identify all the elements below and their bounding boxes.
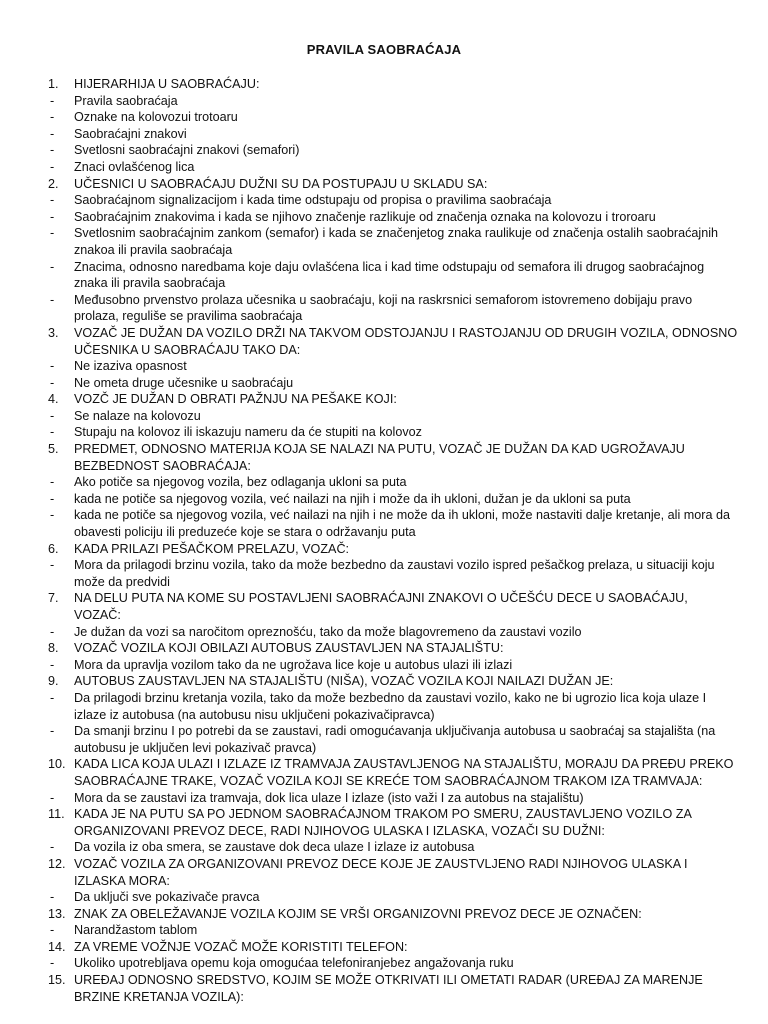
- bullet-dash: -: [50, 491, 55, 506]
- list-item: [48, 292, 738, 325]
- section-number: 12.: [48, 856, 66, 871]
- section-heading-text: HIJERARHIJA U SAOBRAĆAJU:: [74, 77, 260, 91]
- section-heading-text: UČESNICI U SAOBRAĆAJU DUŽNI SU DA POSTUPAJU U SKLADU SA:: [74, 176, 488, 191]
- section-heading: [48, 76, 738, 93]
- section-heading: [48, 391, 738, 408]
- bullet-dash: -: [50, 724, 55, 739]
- bullet-dash: -: [50, 209, 55, 224]
- section-number: 5.: [48, 442, 59, 457]
- section-number: 6.: [48, 541, 59, 556]
- section-number: 7.: [48, 591, 59, 606]
- list-item: [48, 192, 738, 209]
- bullet-dash: -: [50, 956, 55, 971]
- list-item-text: Ukoliko upotrebljava opemu koja omogućaa telefoniranjebez angažovanja ruku: [74, 956, 514, 971]
- section-heading: [48, 541, 738, 558]
- list-item-text: Da prilagodi brzinu kretanja vozila, tako da može bezbedno da zaustavi vozilo, kako ne bi ugrozio lica koja ulaze I izlaze iz autobusa (na autobusu nisu uključeni pokazivačipravca): [74, 690, 707, 722]
- list-item-text: Znaci ovlašćenog lica: [74, 159, 195, 174]
- list-item-text: kada ne potiče sa njegovog vozila, već nailazi na njih i ne može da ih ukloni, može nastaviti dalje kretanje, ali mora da obavesti policiju ili preduzeće koje se stara o održavanju puta: [74, 508, 730, 540]
- list-item: [48, 109, 738, 126]
- bullet-dash: -: [50, 657, 55, 672]
- list-item-text: Mora da prilagodi brzinu vozila, tako da može bezbedno da zaustavi vozilo ispred pešačkog prelaza, u situaciji koju može da predvidi: [74, 558, 715, 589]
- list-item-text: Saobraćajni znakovi: [74, 126, 187, 141]
- section-heading-text: NA DELU PUTA NA KOME SU POSTAVLJENI SAOBRAĆAJNI ZNAKOVI O UČEŠĆU DECE U SAOBAĆAJU, VOZAČ:: [74, 591, 688, 622]
- section-heading: [48, 640, 738, 657]
- section-number: 9.: [48, 674, 59, 689]
- list-item: [48, 955, 738, 972]
- list-item: [48, 474, 738, 491]
- list-item: [48, 375, 738, 392]
- list-item: [48, 209, 738, 226]
- list-item: [48, 723, 738, 756]
- list-item: [48, 790, 738, 807]
- list-item-text: Mora da upravlja vozilom tako da ne ugrožava lice koje u autobus ulazi ili izlazi: [74, 657, 513, 672]
- rules-list: [48, 76, 738, 1005]
- section-heading-text: PREDMET, ODNOSNO MATERIJA KOJA SE NALAZI NA PUTU, VOZAČ JE DUŽAN DA KAD UGROŽAVAJU BEZBEDNOST SAOBRAĆAJA:: [74, 442, 685, 473]
- section-number: 3.: [48, 325, 59, 340]
- list-item: [48, 159, 738, 176]
- section-heading: [48, 673, 738, 690]
- section-heading-text: VOZAČ VOZILA KOJI OBILAZI AUTOBUS ZAUSTAVLJEN NA STAJALIŠTU:: [74, 641, 504, 656]
- section-heading-text: ZA VREME VOŽNJE VOZAČ MOŽE KORISTITI TELEFON:: [74, 939, 408, 954]
- section-heading: [48, 806, 738, 839]
- section-heading-text: KADA LICA KOJA ULAZI I IZLAZE IZ TRAMVAJA ZAUSTAVLJENOG NA STAJALIŠTU, MORAJU DA PREĐU PREKO SAOBRAĆAJNE TRAKE, VOZAČ VOZILA KOJI SE KREĆE TOM SAOBRAĆAJNOM TRAKOM IZA TRAMVAJA:: [74, 757, 734, 788]
- list-item-text: Svetlosnim saobraćajnim zankom (semafor) i kada se značenjetog znaka raulikuje od značenja ostalih saobraćajnih znakoa ili pravila saobraćaja: [74, 226, 719, 257]
- bullet-dash: -: [50, 110, 55, 125]
- section-number: 14.: [48, 939, 66, 954]
- bullet-dash: -: [50, 93, 55, 108]
- list-item-text: Znacima, odnosno naredbama koje daju ovlašćena lica i kad time odstupaju od semafora ili drugog saobraćajnog znaka ili pravila saobraćaja: [74, 259, 705, 291]
- list-item-text: Ne izaziva opasnost: [74, 359, 187, 374]
- list-item: [48, 142, 738, 159]
- section-number: 15.: [48, 973, 66, 988]
- section-heading: [48, 441, 738, 474]
- bullet-dash: -: [50, 159, 55, 174]
- list-item-text: Svetlosni saobraćajni znakovi (semafori): [74, 143, 300, 158]
- bullet-dash: -: [50, 292, 55, 307]
- section-heading: [48, 590, 738, 623]
- list-item: [48, 93, 738, 110]
- section-number: 11.: [48, 807, 65, 822]
- bullet-dash: -: [50, 790, 55, 805]
- section-number: 10.: [48, 757, 66, 772]
- section-heading: [48, 939, 738, 956]
- section-heading-text: KADA PRILAZI PEŠAČKOM PRELAZU, VOZAČ:: [74, 541, 350, 556]
- bullet-dash: -: [50, 259, 55, 274]
- list-item: [48, 839, 738, 856]
- bullet-dash: -: [50, 475, 55, 490]
- list-item-text: kada ne potiče sa njegovog vozila, već nailazi na njih i može da ih ukloni, dužan je da ukloni sa puta: [74, 491, 631, 506]
- list-item: [48, 657, 738, 674]
- list-item-text: Se nalaze na kolovozu: [74, 408, 201, 423]
- list-item: [48, 259, 738, 292]
- section-number: 8.: [48, 641, 59, 656]
- list-item: [48, 424, 738, 441]
- bullet-dash: -: [50, 425, 55, 440]
- section-heading-text: VOZAČ VOZILA ZA ORGANIZOVANI PREVOZ DECE KOJE JE ZAUSTVLJENO RADI NJIHOVOG ULASKA I IZLASKA MORA:: [74, 856, 688, 888]
- list-item-text: Narandžastom tablom: [74, 923, 198, 938]
- section-heading-text: AUTOBUS ZAUSTAVLJEN NA STAJALIŠTU (NIŠA), VOZAČ VOZILA KOJI NAILAZI DUŽAN JE:: [74, 674, 614, 689]
- bullet-dash: -: [50, 890, 55, 905]
- section-heading: [48, 176, 738, 193]
- list-item-text: Međusobno prvenstvo prolaza učesnika u saobraćaju, koji na raskrsnici semaforom istovremeno dobijaju pravo prolaza, reguliše se pravilima saobraćaja: [74, 292, 693, 324]
- list-item-text: Pravila saobraćaja: [74, 93, 178, 108]
- list-item: [48, 225, 738, 258]
- section-heading: [48, 756, 738, 789]
- bullet-dash: -: [50, 558, 55, 573]
- list-item: [48, 507, 738, 540]
- page-title: PRAVILA SAOBRAĆAJA: [306, 42, 462, 57]
- list-item: [48, 922, 738, 939]
- bullet-dash: -: [50, 226, 55, 241]
- section-heading-text: VOZAČ JE DUŽAN DA VOZILO DRŽI NA TAKVOM ODSTOJANJU I RASTOJANJU OD DRUGIH VOZILA, ODNOSNO UČESNIKA U SAOBRAĆAJU TAKO DA:: [74, 325, 738, 357]
- list-item-text: Da smanji brzinu I po potrebi da se zaustavi, radi omogućavanja uključivanja autobusa u saobraćaj sa stajališta (na autobusu je uključen levi pokazivač pravca): [74, 724, 716, 755]
- bullet-dash: -: [50, 193, 55, 208]
- list-item: [48, 690, 738, 723]
- section-heading-text: UREĐAJ ODNOSNO SREDSTVO, KOJIM SE MOŽE OTKRIVATI ILI OMETATI RADAR (UREĐAJ ZA MARENJE BRZINE KRETANJA VOZILA):: [74, 973, 703, 1004]
- bullet-dash: -: [50, 359, 55, 374]
- section-number: 2.: [48, 176, 59, 191]
- section-heading-text: ZNAK ZA OBELEŽAVANJE VOZILA KOJIM SE VRŠI ORGANIZOVNI PREVOZ DECE JE OZNAČEN:: [74, 906, 642, 921]
- list-item: [48, 358, 738, 375]
- bullet-dash: -: [50, 840, 55, 855]
- list-item-text: Ne ometa druge učesnike u saobraćaju: [74, 375, 294, 390]
- section-heading: [48, 856, 738, 889]
- list-item-text: Mora da se zaustavi iza tramvaja, dok lica ulaze I izlaze (isto važi I za autobus na stajalištu): [74, 790, 584, 805]
- section-heading: [48, 325, 738, 358]
- section-number: 1.: [48, 77, 59, 91]
- list-item: [48, 126, 738, 143]
- section-number: 13.: [48, 906, 66, 921]
- bullet-dash: -: [50, 408, 55, 423]
- bullet-dash: -: [50, 126, 55, 141]
- list-item-text: Da uključi sve pokazivače pravca: [74, 890, 260, 905]
- bullet-dash: -: [50, 375, 55, 390]
- section-heading: [48, 972, 738, 1005]
- list-item: [48, 557, 738, 590]
- section-number: 4.: [48, 392, 59, 407]
- bullet-dash: -: [50, 923, 55, 938]
- list-item-text: Ako potiče sa njegovog vozila, bez odlaganja ukloni sa puta: [74, 475, 407, 490]
- bullet-dash: -: [50, 143, 55, 158]
- bullet-dash: -: [50, 690, 55, 705]
- list-item-text: Da vozila iz oba smera, se zaustave dok deca ulaze I izlaze iz autobusa: [74, 840, 475, 855]
- list-item: [48, 889, 738, 906]
- bullet-dash: -: [50, 624, 55, 639]
- section-heading: [48, 906, 738, 923]
- section-heading-text: VOZČ JE DUŽAN D OBRATI PAŽNJU NA PEŠAKE KOJI:: [74, 392, 397, 407]
- list-item: [48, 408, 738, 425]
- list-item-text: Saobraćajnom signalizacijom i kada time odstupaju od propisa o pravilima saobraćaja: [74, 193, 552, 208]
- section-heading-text: KADA JE NA PUTU SA PO JEDNOM SAOBRAĆAJNOM TRAKOM PO SMERU, ZAUSTAVLJENO VOZILO ZA ORGANIZOVANI PREVOZ DECE, RADI NJIHOVOG ULASKA I IZLASKA, VOZAČI SU DUŽNI:: [74, 807, 692, 838]
- list-item-text: Stupaju na kolovoz ili iskazuju nameru da će stupiti na kolovoz: [74, 425, 422, 440]
- list-item: [48, 624, 738, 641]
- bullet-dash: -: [50, 508, 55, 523]
- list-item-text: Oznake na kolovozui trotoaru: [74, 110, 238, 125]
- list-item: [48, 491, 738, 508]
- list-item-text: Je dužan da vozi sa naročitom opreznošću, tako da može blagovremeno da zaustavi vozilo: [74, 624, 582, 639]
- list-item-text: Saobraćajnim znakovima i kada se njihovo značenje razlikuje od značenja oznaka na kolovozu i troroaru: [74, 209, 656, 224]
